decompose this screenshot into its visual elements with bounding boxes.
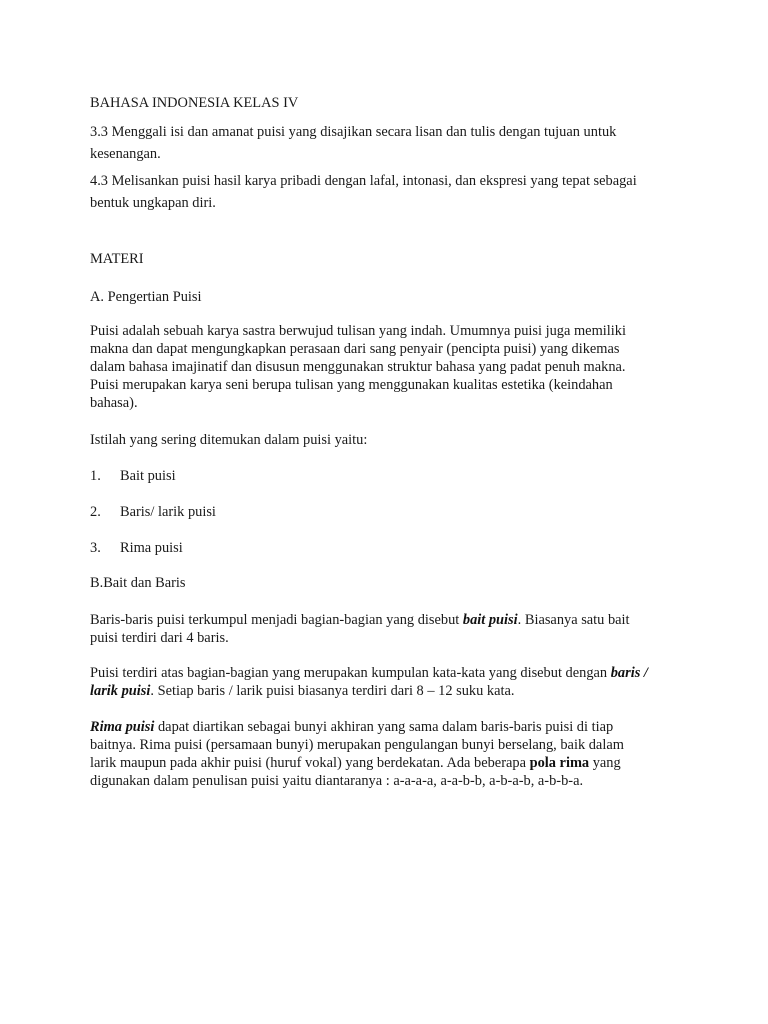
kd-3-3-paragraph: 3.3 Menggali isi dan amanat puisi yang disajikan secara lisan dan tulis dengan tujuan untuk kesenangan. <box>90 124 617 162</box>
list-item: 2. Baris/ larik puisi <box>90 504 216 520</box>
materi-heading: MATERI <box>90 251 144 267</box>
definition-paragraph: Puisi adalah sebuah karya sastra berwujud tulisan yang indah. Umumnya puisi juga memiliki makna dan dapat mengungkapkan perasaan dari sang penyair (pencipta puisi) yang dikemas dalam bahasa imajinatif dan disusun menggunakan struktur bahasa yang padat penuh makna. Puisi merupakan karya seni berupa tulisan yang menggunakan kualitas estetika (keindahan bahasa). <box>90 323 626 411</box>
section-a-heading: A. Pengertian Puisi <box>90 289 202 305</box>
terms-intro: Istilah yang sering ditemukan dalam puisi yaitu: <box>90 432 368 448</box>
kd-4-3-paragraph: 4.3 Melisankan puisi hasil karya pribadi dengan lafal, intonasi, dan ekspresi yang tepat sebagai bentuk ungkapan diri. <box>90 173 637 211</box>
section-b-heading: B.Bait dan Baris <box>90 575 186 591</box>
document-page <box>90 0 690 1024</box>
list-item: 3. Rima puisi <box>90 540 183 556</box>
baris-paragraph: Puisi terdiri atas bagian-bagian yang merupakan kumpulan kata-kata yang disebut dengan baris / larik puisi. Setiap baris / larik puisi biasanya terdiri dari 8 – 12 suku kata. <box>90 665 648 699</box>
bait-paragraph: Baris-baris puisi terkumpul menjadi bagian-bagian yang disebut bait puisi. Biasanya satu bait puisi terdiri dari 4 baris. <box>90 612 630 646</box>
rima-paragraph: Rima puisi dapat diartikan sebagai bunyi akhiran yang sama dalam baris-baris puisi di tiap baitnya. Rima puisi (persamaan bunyi) merupakan pengulangan bunyi berselang, baik dalam larik maupun pada akhir puisi (huruf vokal) yang berdekatan. Ada beberapa pola rima yang digunakan dalam penulisan puisi yaitu diantaranya : a-a-a-a, a-a-b-b, a-b-a-b, a-b-b-a. <box>90 719 624 789</box>
list-item: 1. Bait puisi <box>90 468 176 484</box>
document-title: BAHASA INDONESIA KELAS IV <box>90 95 299 111</box>
